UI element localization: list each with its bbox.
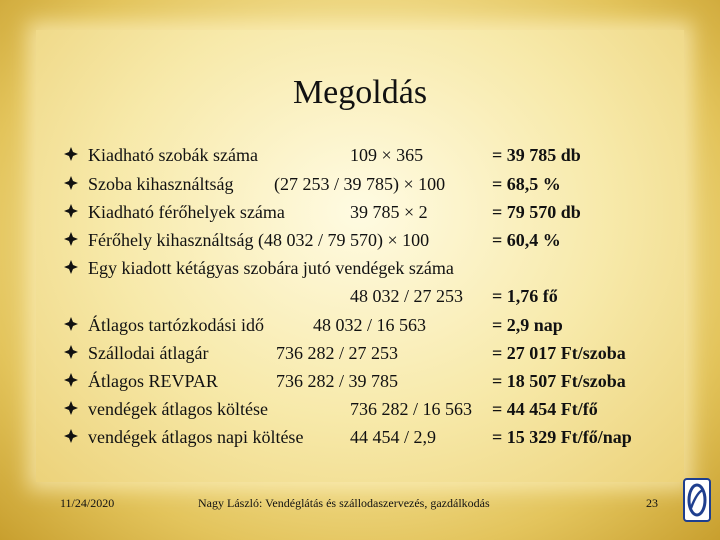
diamond-bullet-icon <box>64 317 78 331</box>
list-item <box>0 228 720 256</box>
row-label: Átlagos REVPAR <box>88 371 218 391</box>
row-result: = 79 570 db <box>492 202 581 222</box>
footer-date: 11/24/2020 <box>60 496 115 510</box>
row-result: = 39 785 db <box>492 145 581 165</box>
footer-text: Nagy László: Vendéglátás és szállodaszervezés, gazdálkodás <box>198 496 490 510</box>
row-calculation: 39 785 × 2 <box>350 202 428 222</box>
list-item <box>0 313 720 341</box>
row-result: = 60,4 % <box>492 230 561 250</box>
row-label: Egy kiadott kétágyas szobára jutó vendégek száma <box>88 258 454 278</box>
row-calculation: 48 032 / 16 563 <box>313 315 427 335</box>
row-calculation: 736 282 / 16 563 <box>350 399 473 419</box>
list-item <box>0 172 720 200</box>
row-label: vendégek átlagos költése <box>88 399 268 419</box>
diamond-bullet-icon <box>64 429 78 443</box>
diamond-bullet-icon <box>64 176 78 190</box>
row-result: = 2,9 nap <box>492 315 563 335</box>
logo-icon <box>683 478 711 522</box>
list-item <box>0 369 720 397</box>
list-item <box>0 284 720 312</box>
diamond-bullet-icon <box>64 147 78 161</box>
row-result: = 68,5 % <box>492 174 561 194</box>
row-calculation: 736 282 / 39 785 <box>276 371 399 391</box>
row-result: = 1,76 fő <box>492 286 558 306</box>
row-label: vendégek átlagos napi költése <box>88 427 304 447</box>
list-item <box>0 397 720 425</box>
diamond-bullet-icon <box>64 204 78 218</box>
row-label: Kiadható szobák száma <box>88 145 258 165</box>
row-label: Kiadható férőhelyek száma <box>88 202 285 222</box>
list-item <box>0 200 720 228</box>
diamond-bullet-icon <box>64 260 78 274</box>
list-item <box>0 256 720 284</box>
diamond-bullet-icon <box>64 232 78 246</box>
row-calculation: 109 × 365 <box>350 145 424 165</box>
row-label: Szoba kihasználtság <box>88 174 234 194</box>
diamond-bullet-icon <box>64 373 78 387</box>
row-calculation: 48 032 / 27 253 <box>350 286 464 306</box>
list-item <box>0 425 720 453</box>
row-result: = 18 507 Ft/szoba <box>492 371 626 391</box>
row-label: Szállodai átlagár <box>88 343 209 363</box>
row-calculation: (27 253 / 39 785) × 100 <box>274 174 446 194</box>
row-result: = 27 017 Ft/szoba <box>492 343 626 363</box>
list-item <box>0 143 720 171</box>
list-item <box>0 341 720 369</box>
row-result: = 15 329 Ft/fő/nap <box>492 427 632 447</box>
row-calculation: 736 282 / 27 253 <box>276 343 399 363</box>
slide-title: Megoldás <box>292 74 428 111</box>
row-label: Férőhely kihasználtság (48 032 / 79 570) × 100 <box>88 230 430 250</box>
row-calculation: 44 454 / 2,9 <box>350 427 437 447</box>
row-label: Átlagos tartózkodási idő <box>88 315 264 335</box>
diamond-bullet-icon <box>64 345 78 359</box>
diamond-bullet-icon <box>64 401 78 415</box>
row-result: = 44 454 Ft/fő <box>492 399 598 419</box>
page-number: 23 <box>646 496 658 510</box>
